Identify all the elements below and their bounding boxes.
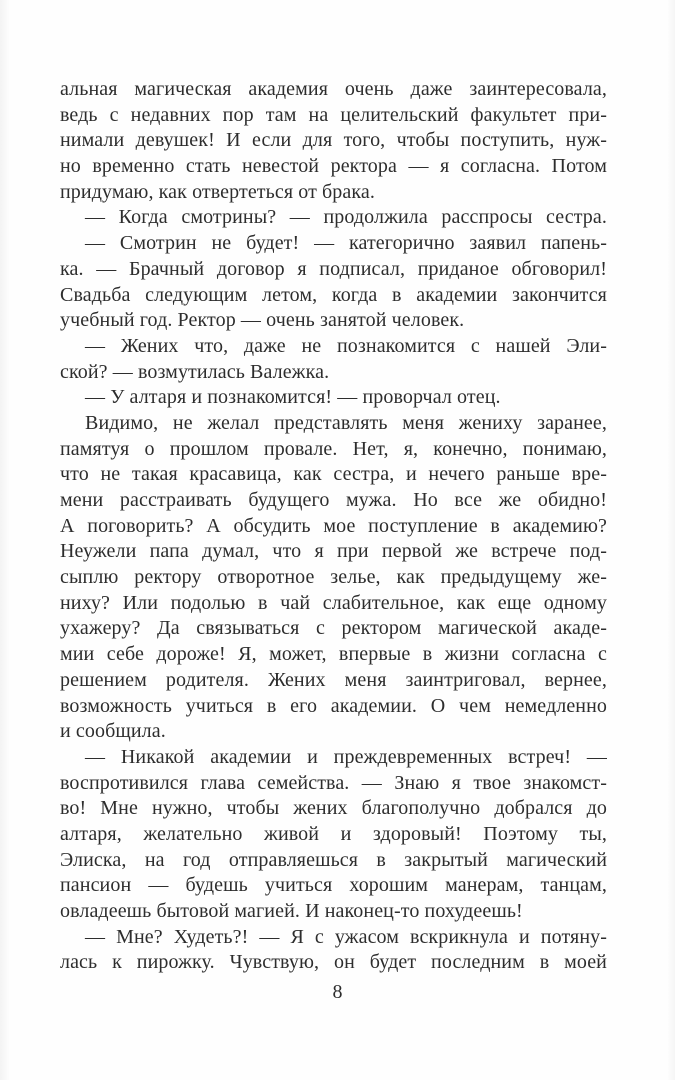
text-line: воспротивился глава семейства. — Знаю я твое знакомст- (60, 771, 607, 794)
text-line: и сообщила. (60, 720, 166, 743)
text-line: — Смотрин не будет! — категорично заявил папень- (85, 232, 607, 255)
text-line: — Никакой академии и преждевременных встреч! — (85, 745, 607, 768)
text-line: — Когда смотрины? — продолжила расспросы сестра. (85, 206, 607, 229)
text-line: ниху? Или подолью в чай слабительное, как еще одному (60, 591, 607, 614)
text-line: — Жених что, даже не познакомится с нашей Эли- (85, 334, 607, 357)
text-line: пансион — будешь учиться хорошим манерам, танцам, (60, 874, 607, 897)
text-line: — Мне? Худеть?! — Я с ужасом вскрикнула и потяну- (85, 925, 607, 948)
text-line: А поговорить? А обсудить мое поступление в академию? (60, 514, 607, 537)
text-line: овладеешь бытовой магией. И наконец-то похудеешь! (60, 900, 523, 922)
text-line: ской? — возмутилась Валежка. (60, 360, 330, 383)
text-line: во! Мне нужно, чтобы жених благополучно добрался до (60, 797, 607, 820)
text-line: мени расстраивать будущего мужа. Но все же обидно! (60, 489, 607, 511)
text-line: альная магическая академия очень даже заинтересовала, (60, 78, 607, 100)
text-line: мии себе дороже! Я, может, впервые в жизни согласна с (60, 643, 607, 666)
text-block (60, 77, 607, 976)
text-line: Неужели папа думал, что я при первой же встрече под- (60, 540, 607, 563)
text-line: Элиска, на год отправляешься в закрытый магический (60, 848, 607, 871)
text-line: Видимо, не желал представлять меня жениху заранее, (85, 411, 607, 434)
text-line: возможность учиться в его академии. О чем немедленно (60, 694, 607, 717)
text-line: Свадьба следующим летом, когда в академии закончится (60, 283, 607, 306)
text-line: сыплю ректору отворотное зелье, как предыдущему же- (60, 566, 607, 589)
text-line: лась к пирожку. Чувствую, он будет последним в моей (60, 951, 607, 974)
text-line: учебный год. Ректор — очень занятой человек. (60, 309, 465, 332)
text-line: алтаря, желательно живой и здоровый! Поэтому ты, (60, 822, 607, 845)
text-line: ведь с недавних пор там на целительский факультет при- (60, 103, 607, 126)
text-line: но временно стать невестой ректора — я согласна. Потом (60, 155, 607, 178)
text-line: памятуя о прошлом провале. Нет, я, конечно, понимаю, (60, 437, 607, 460)
text-line: нимали девушек! И если для того, чтобы поступить, нуж- (60, 129, 607, 152)
text-line: придумаю, как отвертеться от брака. (60, 180, 375, 203)
page-number: 8 (332, 981, 343, 1003)
text-line: решением родителя. Жених меня заинтриговал, вернее, (60, 668, 607, 691)
text-line: — У алтаря и познакомится! — проворчал отец. (85, 386, 501, 409)
text-line: что не такая красавица, как сестра, и нечего раньше вре- (60, 463, 607, 486)
text-line: ка. — Брачный договор я подписал, приданое обговорил! (60, 257, 607, 280)
text-line: ухажеру? Да связываться с ректором магической акаде- (60, 617, 607, 640)
